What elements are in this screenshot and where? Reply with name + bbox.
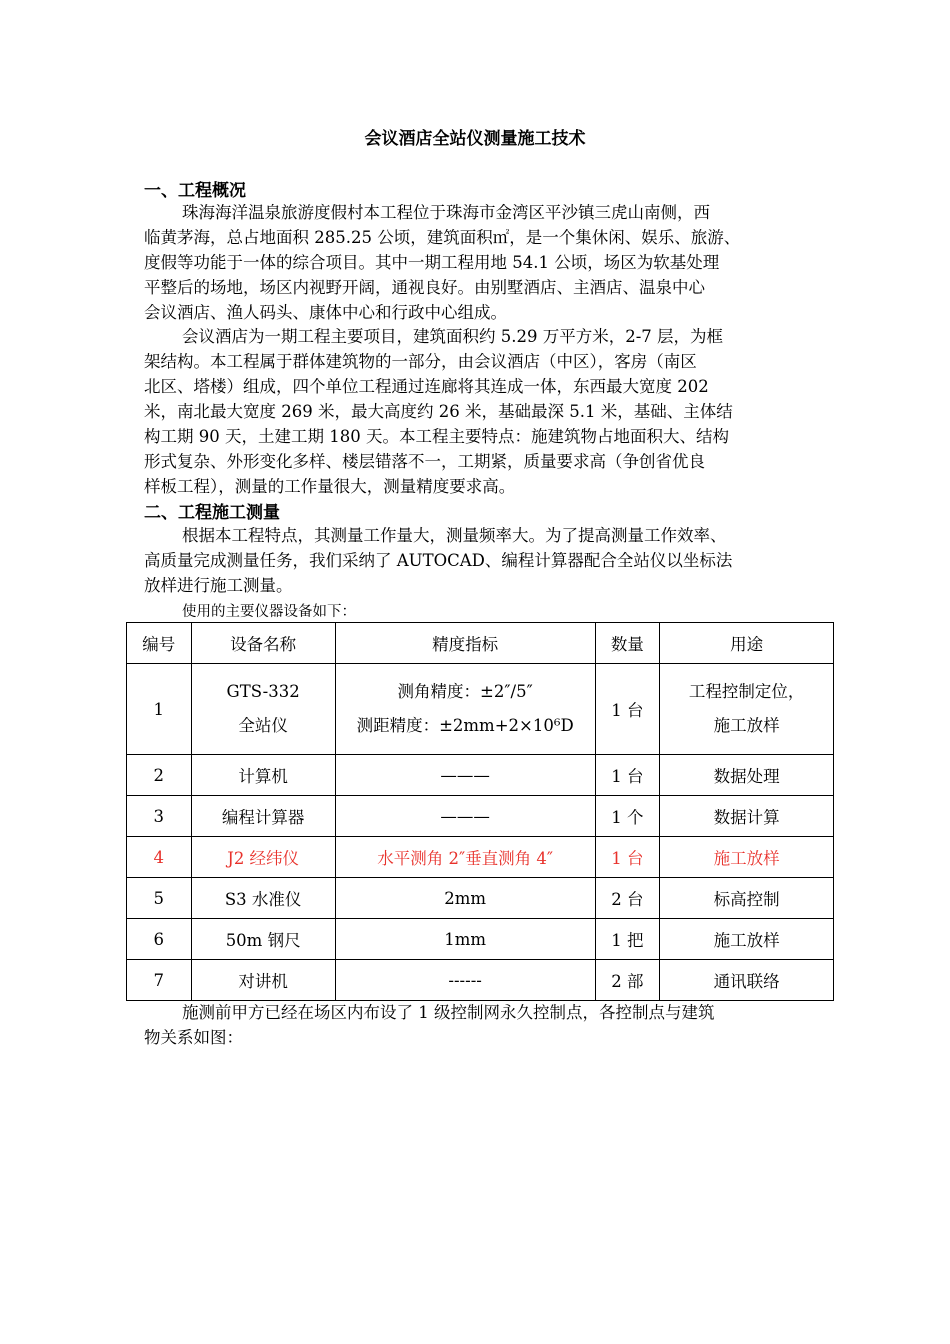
text-line: 根据本工程特点，其测量工作量大，测量频率大。为了提高测量工作效率、 [182, 526, 727, 545]
section-heading-overview: 一、工程概况 [144, 181, 246, 201]
cell-accuracy: ------ [335, 960, 595, 1001]
cell-qty: 1 台 [595, 664, 660, 755]
table-row-highlighted [127, 837, 834, 878]
text-line: 会议酒店为一期工程主要项目，建筑面积约 5.29 万平方米，2-7 层，为框 [182, 327, 724, 346]
text-line: 样板工程），测量的工作量很大，测量精度要求高。 [144, 477, 516, 496]
table-row [127, 755, 834, 796]
table-row [127, 796, 834, 837]
cell-use: 标高控制 [660, 878, 834, 919]
cell-use: 通讯联络 [660, 960, 834, 1001]
cell-name: 编程计算器 [191, 796, 335, 837]
cell-name: 计算机 [191, 755, 335, 796]
table-row [127, 919, 834, 960]
cell-accuracy: ——— [335, 755, 595, 796]
cell-use [660, 664, 834, 755]
text-line: 度假等功能于一体的综合项目。其中一期工程用地 54.1 公顷，场区为软基处理 [144, 253, 720, 272]
table-header-row [127, 623, 834, 664]
cell-name: 对讲机 [191, 960, 335, 1001]
paragraph-overview-1 [144, 200, 812, 325]
header-cell: 编号 [127, 623, 192, 664]
cell-name [191, 664, 335, 755]
text-line: 物关系如图： [144, 1028, 243, 1047]
document-title: 会议酒店全站仪测量施工技术 [364, 129, 586, 149]
cell-name-line: GTS-332 [226, 682, 300, 701]
cell-accuracy [335, 664, 595, 755]
text-line: 架结构。本工程属于群体建筑物的一部分，由会议酒店（中区），客房（南区 [144, 352, 697, 371]
cell-qty: 1 个 [595, 796, 660, 837]
cell-name: 50m 钢尺 [191, 919, 335, 960]
cell-use: 数据计算 [660, 796, 834, 837]
table-row [127, 960, 834, 1001]
text-line: 会议酒店、渔人码头、康体中心和行政中心组成。 [144, 303, 507, 322]
cell-accuracy-line: 测角精度：±2″/5″ [397, 682, 533, 701]
cell-use: 数据处理 [660, 755, 834, 796]
table-row [127, 878, 834, 919]
text-line: 临黄茅海，总占地面积 285.25 公顷，建筑面积㎡，是一个集休闲、娱乐、旅游、 [144, 228, 741, 247]
header-cell: 用途 [660, 623, 834, 664]
cell-accuracy: 2mm [335, 878, 595, 919]
cell-no: 2 [127, 755, 192, 796]
cell-no: 3 [127, 796, 192, 837]
cell-no: 6 [127, 919, 192, 960]
section-heading-survey: 二、工程施工测量 [144, 503, 280, 523]
cell-use: 施工放样 [660, 919, 834, 960]
cell-use: 施工放样 [660, 837, 834, 878]
paragraph-overview-2 [144, 324, 812, 499]
cell-qty: 2 部 [595, 960, 660, 1001]
table-caption: 使用的主要仪器设备如下： [182, 604, 356, 620]
text-line: 构工期 90 天，土建工期 180 天。本工程主要特点：施建筑物占地面积大、结构 [144, 427, 729, 446]
text-line: 施测前甲方已经在场区内布设了 1 级控制网永久控制点，各控制点与建筑 [182, 1003, 715, 1022]
cell-no: 1 [127, 664, 192, 755]
cell-qty: 1 把 [595, 919, 660, 960]
equipment-table [126, 622, 834, 1001]
cell-accuracy: 1mm [335, 919, 595, 960]
text-line: 珠海海洋温泉旅游度假村本工程位于珠海市金湾区平沙镇三虎山南侧，西 [182, 203, 710, 222]
header-cell: 设备名称 [191, 623, 335, 664]
cell-name: S3 水准仪 [191, 878, 335, 919]
cell-no: 7 [127, 960, 192, 1001]
cell-name-line: 全站仪 [238, 716, 288, 735]
cell-use-line: 工程控制定位， [688, 682, 805, 701]
text-line: 米，南北最大宽度 269 米，最大高度约 26 米，基础最深 5.1 米，基础、主体结 [144, 402, 733, 421]
cell-qty: 1 台 [595, 837, 660, 878]
header-cell: 数量 [595, 623, 660, 664]
cell-accuracy-line: 测距精度：±2mm+2×10⁶D [356, 716, 574, 735]
text-line: 放样进行施工测量。 [144, 576, 293, 595]
paragraph-survey-2 [144, 1000, 812, 1050]
table-row [127, 664, 834, 755]
cell-no: 4 [127, 837, 192, 878]
text-line: 平整后的场地，场区内视野开阔，通视良好。由别墅酒店、主酒店、温泉中心 [144, 278, 705, 297]
cell-accuracy: 水平测角 2″垂直测角 4″ [335, 837, 595, 878]
cell-no: 5 [127, 878, 192, 919]
header-cell: 精度指标 [335, 623, 595, 664]
cell-accuracy: ——— [335, 796, 595, 837]
text-line: 高质量完成测量任务，我们采纳了 AUTOCAD、编程计算器配合全站仪以坐标法 [144, 551, 733, 570]
cell-use-line: 施工放样 [713, 716, 780, 735]
cell-name: J2 经纬仪 [191, 837, 335, 878]
paragraph-survey-1 [144, 523, 812, 598]
cell-qty: 2 台 [595, 878, 660, 919]
cell-qty: 1 台 [595, 755, 660, 796]
text-line: 北区、塔楼）组成，四个单位工程通过连廊将其连成一体，东西最大宽度 202 [144, 377, 709, 396]
text-line: 形式复杂、外形变化多样、楼层错落不一，工期紧，质量要求高（争创省优良 [144, 452, 705, 471]
